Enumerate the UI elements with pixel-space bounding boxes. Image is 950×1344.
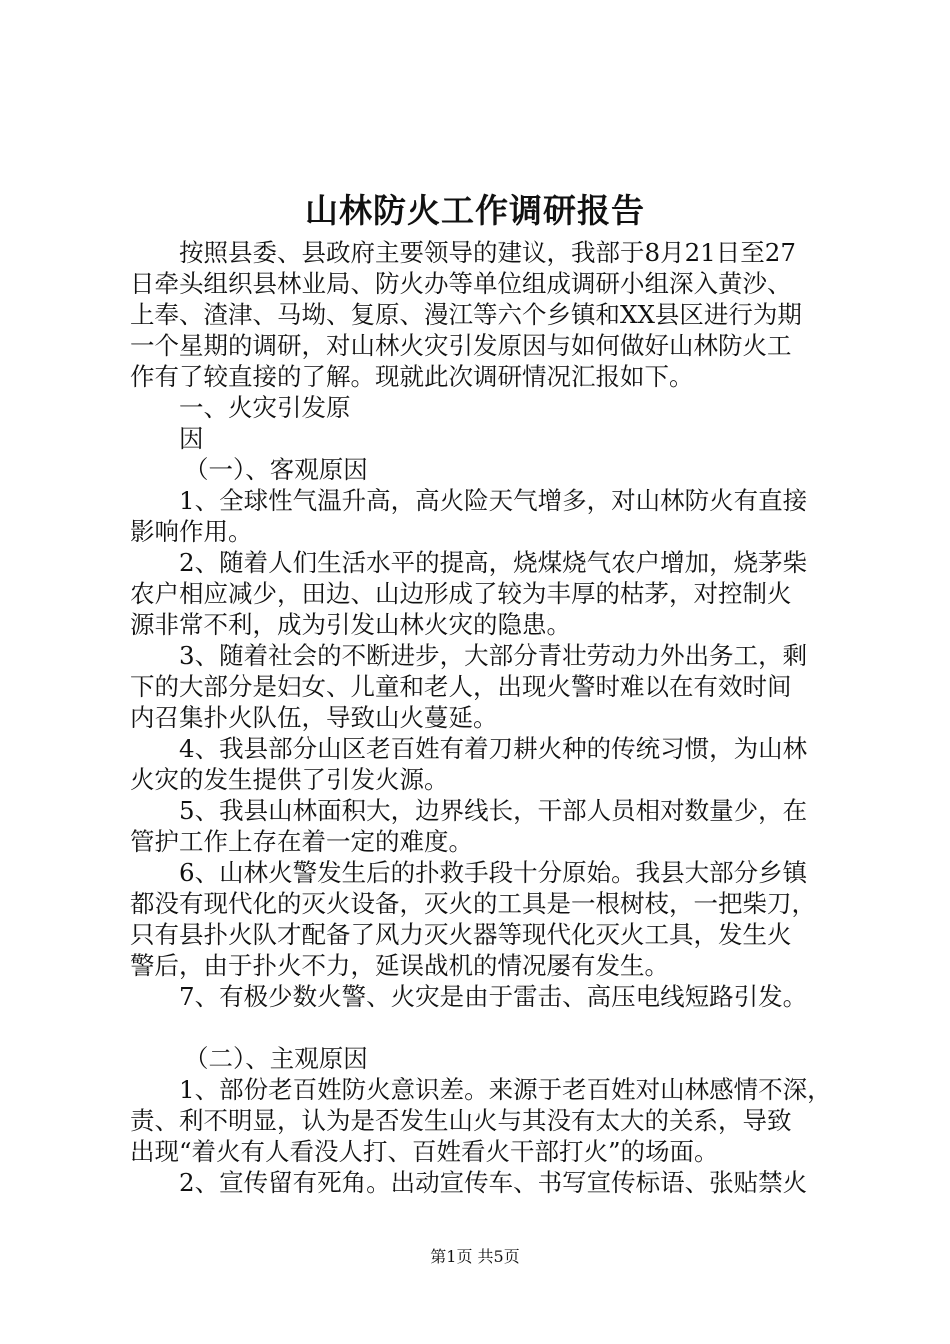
paragraph-line: 只有县扑火队才配备了风力灭火器等现代化灭火工具，发生火 — [130, 920, 792, 949]
subsection-heading: （二）、主观原因 — [184, 1044, 368, 1073]
document-title: 山林防火工作调研报告 — [305, 191, 645, 230]
paragraph-line: 2、随着人们生活水平的提高，烧煤烧气农户增加，烧茅柴 — [179, 548, 808, 577]
paragraph-line: 出现“着火有人看没人打、百姓看火干部打火”的场面。 — [130, 1137, 719, 1166]
paragraph-line: 按照县委、县政府主要领导的建议，我部于8月21日至27 — [179, 238, 796, 267]
paragraph-line: 3、随着社会的不断进步，大部分青壮劳动力外出务工，剩 — [179, 641, 808, 670]
paragraph-line: 内召集扑火队伍，导致山火蔓延。 — [130, 703, 498, 732]
paragraph-line: 2、宣传留有死角。出动宣传车、书写宣传标语、张贴禁火 — [179, 1168, 808, 1197]
paragraph-line: 下的大部分是妇女、儿童和老人，出现火警时难以在有效时间 — [130, 672, 792, 701]
paragraph-line: 5、我县山林面积大，边界线长，干部人员相对数量少，在 — [179, 796, 808, 825]
section-heading: 因 — [179, 424, 204, 453]
paragraph-line: 6、山林火警发生后的扑救手段十分原始。我县大部分乡镇 — [179, 858, 808, 887]
paragraph-line: 影响作用。 — [130, 517, 253, 546]
paragraph-line: 一个星期的调研，对山林火灾引发原因与如何做好山林防火工 — [130, 331, 792, 360]
paragraph-line: 4、我县部分山区老百姓有着刀耕火种的传统习惯，为山林 — [179, 734, 808, 763]
paragraph-line: 作有了较直接的了解。现就此次调研情况汇报如下。 — [130, 362, 694, 391]
paragraph-line: 1、部份老百姓防火意识差。来源于老百姓对山林感情不深， — [179, 1075, 832, 1104]
paragraph-line: 日牵头组织县林业局、防火办等单位组成调研小组深入黄沙、 — [130, 269, 792, 298]
paragraph-line: 管护工作上存在着一定的难度。 — [130, 827, 473, 856]
paragraph-line: 责、利不明显，认为是否发生山火与其没有太大的关系，导致 — [130, 1106, 792, 1135]
section-heading: 一、火灾引发原 — [179, 393, 351, 422]
paragraph-line: 上奉、渣津、马坳、复原、漫江等六个乡镇和XX县区进行为期 — [130, 300, 802, 329]
paragraph-line: 火灾的发生提供了引发火源。 — [130, 765, 449, 794]
paragraph-line: 7、有极少数火警、火灾是由于雷击、高压电线短路引发。 — [179, 982, 808, 1011]
paragraph-line: 警后，由于扑火不力，延误战机的情况屡有发生。 — [130, 951, 669, 980]
paragraph-line: 都没有现代化的灭火设备，灭火的工具是一根树枝，一把柴刀， — [130, 889, 816, 918]
subsection-heading: （一）、客观原因 — [184, 455, 368, 484]
paragraph-line: 源非常不利，成为引发山林火灾的隐患。 — [130, 610, 571, 639]
page-footer: 第1页 共5页 — [430, 1247, 520, 1266]
paragraph-line: 农户相应减少，田边、山边形成了较为丰厚的枯茅，对控制火 — [130, 579, 792, 608]
paragraph-line: 1、全球性气温升高，高火险天气增多，对山林防火有直接 — [179, 486, 808, 515]
